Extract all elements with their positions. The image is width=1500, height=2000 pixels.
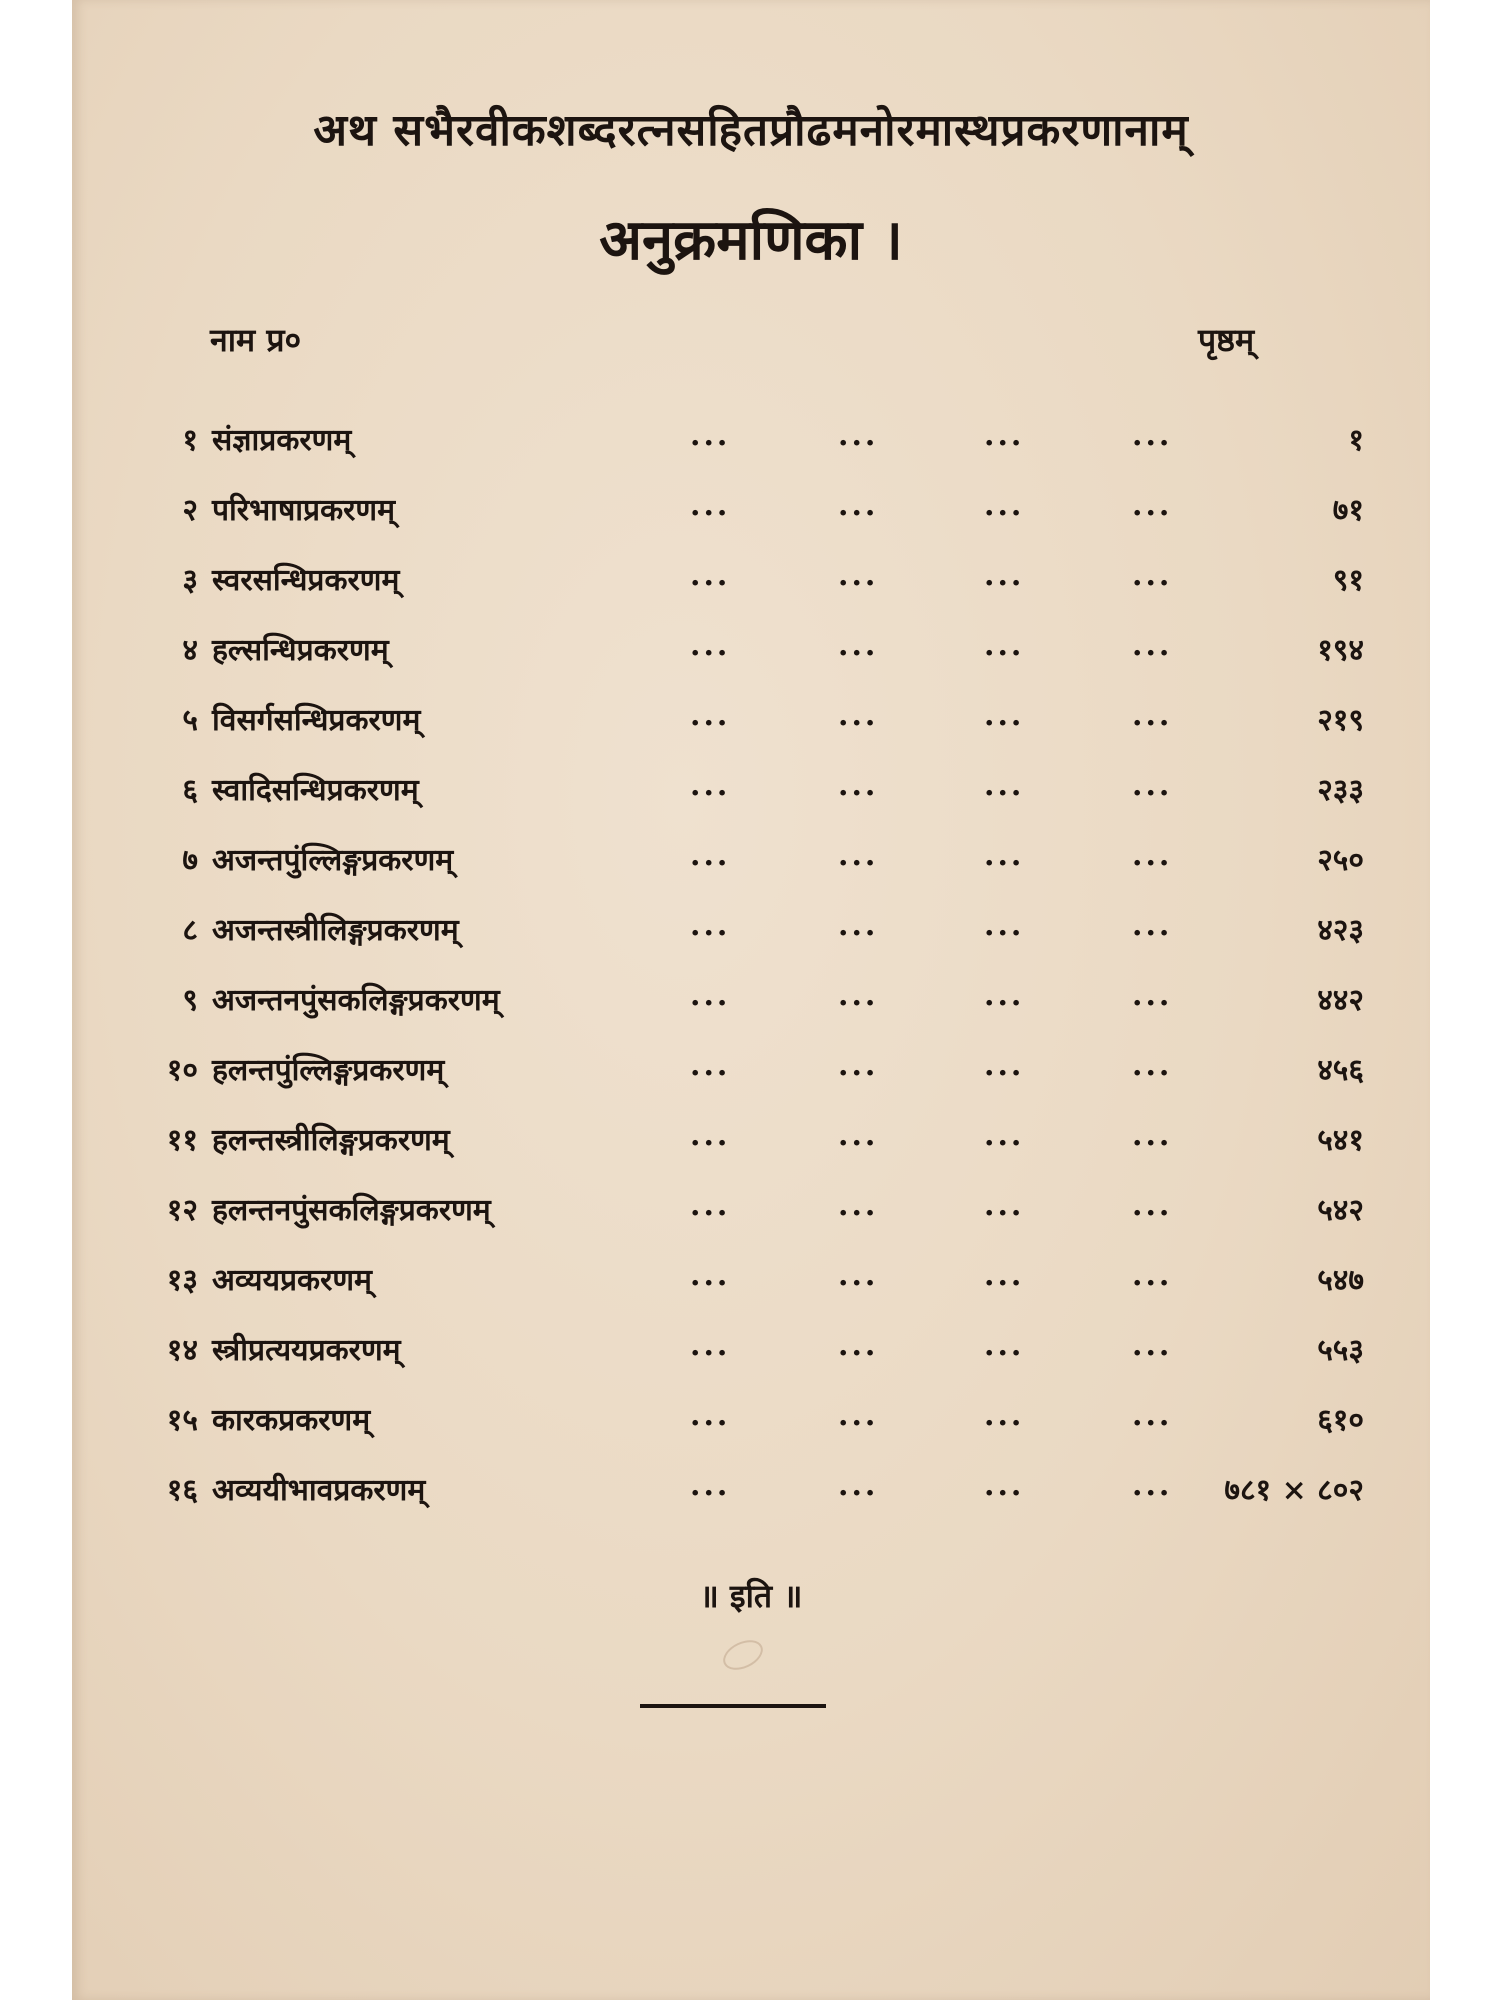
toc-leader-dots: ...: [838, 1048, 879, 1083]
toc-leader-dots: ...: [838, 1398, 879, 1433]
toc-entry-title: विसर्गसन्धिप्रकरणम्: [212, 703, 421, 738]
toc-entry: [142, 1176, 1372, 1246]
toc-entry-title: अजन्तनपुंसकलिङ्गप्रकरणम्: [212, 983, 500, 1018]
toc-leader-dots: ...: [690, 838, 731, 873]
column-header-name: नाम प्र०: [210, 321, 302, 359]
toc-leader-dots: ...: [1132, 1048, 1173, 1083]
toc-entry: [142, 1036, 1372, 1106]
toc-entry-title: कारकप्रकरणम्: [212, 1403, 371, 1438]
toc-leader-dots: ...: [984, 418, 1025, 453]
toc-leader-dots: ...: [838, 1468, 879, 1503]
toc-leader-dots: ...: [984, 1188, 1025, 1223]
toc-leader-dots: ...: [1132, 1118, 1173, 1153]
toc-entry-page: २३३: [1317, 773, 1364, 808]
toc-entry-title: स्वरसन्धिप्रकरणम्: [212, 563, 400, 598]
toc-leader-dots: ...: [690, 1398, 731, 1433]
toc-entry-title: स्वादिसन्धिप्रकरणम्: [212, 773, 419, 808]
toc-entry-title: संज्ञाप्रकरणम्: [212, 423, 352, 458]
toc-leader-dots: ...: [690, 978, 731, 1013]
toc-leader-dots: ...: [690, 768, 731, 803]
toc-entry: [142, 756, 1372, 826]
toc-entry: [142, 476, 1372, 546]
toc-entry-page: १: [1348, 423, 1364, 458]
toc-leader-dots: ...: [984, 1048, 1025, 1083]
toc-leader-dots: ...: [984, 1258, 1025, 1293]
toc-leader-dots: ...: [984, 1398, 1025, 1433]
toc-entry-title: हलन्तनपुंसकलिङ्गप्रकरणम्: [212, 1193, 491, 1228]
toc-entry-page: ६१०: [1317, 1403, 1364, 1438]
toc-entry-number: ४: [182, 633, 198, 668]
toc-entry-number: १३: [166, 1263, 198, 1298]
toc-leader-dots: ...: [838, 1188, 879, 1223]
toc-entry-page: २५०: [1317, 843, 1364, 878]
toc-entry-number: १: [182, 423, 198, 458]
toc-entry-number: ११: [166, 1123, 198, 1158]
closing-rule: [640, 1704, 826, 1708]
page-title: अनुक्रमणिका ।: [599, 207, 903, 273]
toc-leader-dots: ...: [690, 1188, 731, 1223]
toc-leader-dots: ...: [984, 488, 1025, 523]
toc-entry-page: ४२३: [1317, 913, 1364, 948]
toc-leader-dots: ...: [1132, 768, 1173, 803]
toc-entry: [142, 1246, 1372, 1316]
toc-leader-dots: ...: [984, 1468, 1025, 1503]
toc-leader-dots: ...: [984, 978, 1025, 1013]
toc-entry-title: हलन्तपुंल्लिङ्गप्रकरणम्: [212, 1053, 445, 1088]
toc-leader-dots: ...: [838, 558, 879, 593]
toc-entry-page: ९१: [1332, 563, 1364, 598]
toc-leader-dots: ...: [690, 1328, 731, 1363]
toc-leader-dots: ...: [984, 838, 1025, 873]
toc-entry-number: १४: [166, 1333, 198, 1368]
toc-leader-dots: ...: [1132, 1328, 1173, 1363]
toc-leader-dots: ...: [1132, 978, 1173, 1013]
toc-entry-page: ५५३: [1317, 1333, 1364, 1368]
page-heading: अथ सभैरवीकशब्दरत्नसहितप्रौढमनोरमास्थप्रकरणानाम्: [313, 105, 1189, 156]
toc-leader-dots: ...: [838, 908, 879, 943]
toc-entry: [142, 546, 1372, 616]
toc-leader-dots: ...: [1132, 1188, 1173, 1223]
toc-entry-number: ७: [182, 843, 198, 878]
toc-leader-dots: ...: [1132, 628, 1173, 663]
toc-leader-dots: ...: [838, 838, 879, 873]
toc-entry-page: १९४: [1317, 633, 1364, 668]
toc-entry-number: १२: [166, 1193, 198, 1228]
toc-entry-page: ५४१: [1317, 1123, 1364, 1158]
toc-entry: [142, 1106, 1372, 1176]
toc-leader-dots: ...: [690, 1048, 731, 1083]
toc-entry-title: अव्ययीभावप्रकरणम्: [212, 1473, 426, 1508]
toc-entry-number: १०: [166, 1053, 198, 1088]
toc-leader-dots: ...: [838, 418, 879, 453]
closing-mark: ॥ इति ॥: [699, 1577, 803, 1615]
toc-entry-page: ७८१ × ८०२: [1224, 1473, 1364, 1508]
toc-entry-title: अजन्तस्त्रीलिङ्गप्रकरणम्: [212, 913, 459, 948]
toc-leader-dots: ...: [690, 1258, 731, 1293]
toc-entry-title: हल्सन्धिप्रकरणम्: [212, 633, 389, 668]
toc-entry-page: २१९: [1317, 703, 1364, 738]
toc-entry: [142, 1386, 1372, 1456]
toc-entry-number: ६: [182, 773, 198, 808]
toc-entry-number: ३: [182, 563, 198, 598]
toc-leader-dots: ...: [838, 698, 879, 733]
toc-entry-title: अव्ययप्रकरणम्: [212, 1263, 372, 1298]
toc-leader-dots: ...: [690, 1468, 731, 1503]
toc-leader-dots: ...: [984, 1328, 1025, 1363]
toc-leader-dots: ...: [1132, 908, 1173, 943]
table-of-contents: [142, 406, 1372, 1526]
toc-entry-number: १६: [166, 1473, 198, 1508]
toc-leader-dots: ...: [838, 1328, 879, 1363]
toc-entry-page: ४४२: [1317, 983, 1364, 1018]
toc-leader-dots: ...: [984, 558, 1025, 593]
toc-entry: [142, 406, 1372, 476]
toc-entry: [142, 686, 1372, 756]
toc-entry: [142, 1456, 1372, 1526]
toc-leader-dots: ...: [984, 698, 1025, 733]
toc-leader-dots: ...: [690, 418, 731, 453]
toc-entry-title: स्त्रीप्रत्ययप्रकरणम्: [212, 1333, 401, 1368]
toc-leader-dots: ...: [690, 1118, 731, 1153]
toc-entry-number: ८: [182, 913, 198, 948]
toc-leader-dots: ...: [690, 908, 731, 943]
toc-entry-number: ९: [182, 983, 198, 1018]
toc-leader-dots: ...: [1132, 698, 1173, 733]
toc-entry-page: ५४२: [1317, 1193, 1364, 1228]
toc-entry: [142, 826, 1372, 896]
toc-leader-dots: ...: [1132, 1398, 1173, 1433]
toc-leader-dots: ...: [984, 908, 1025, 943]
toc-leader-dots: ...: [1132, 1258, 1173, 1293]
toc-entry-title: हलन्तस्त्रीलिङ्गप्रकरणम्: [212, 1123, 450, 1158]
toc-entry-page: ७१: [1332, 493, 1364, 528]
toc-leader-dots: ...: [838, 978, 879, 1013]
toc-entry: [142, 896, 1372, 966]
toc-entry-page: ४५६: [1317, 1053, 1364, 1088]
toc-leader-dots: ...: [838, 1258, 879, 1293]
toc-leader-dots: ...: [1132, 418, 1173, 453]
toc-leader-dots: ...: [1132, 1468, 1173, 1503]
column-header-page: पृष्ठम्: [1198, 321, 1255, 359]
toc-leader-dots: ...: [690, 488, 731, 523]
toc-leader-dots: ...: [984, 768, 1025, 803]
toc-entry-title: परिभाषाप्रकरणम्: [212, 493, 396, 528]
toc-leader-dots: ...: [838, 768, 879, 803]
toc-entry-number: ५: [182, 703, 198, 738]
toc-entry-number: १५: [166, 1403, 198, 1438]
toc-entry: [142, 616, 1372, 686]
toc-leader-dots: ...: [984, 628, 1025, 663]
toc-entry-title: अजन्तपुंल्लिङ्गप्रकरणम्: [212, 843, 454, 878]
toc-leader-dots: ...: [1132, 838, 1173, 873]
toc-entry: [142, 966, 1372, 1036]
toc-leader-dots: ...: [984, 1118, 1025, 1153]
paper-stain: [718, 1634, 767, 1675]
toc-leader-dots: ...: [838, 628, 879, 663]
toc-leader-dots: ...: [690, 628, 731, 663]
toc-leader-dots: ...: [1132, 558, 1173, 593]
document-page: [72, 0, 1430, 2000]
toc-leader-dots: ...: [690, 698, 731, 733]
toc-leader-dots: ...: [690, 558, 731, 593]
toc-entry-number: २: [182, 493, 198, 528]
toc-leader-dots: ...: [838, 488, 879, 523]
toc-leader-dots: ...: [1132, 488, 1173, 523]
toc-entry-page: ५४७: [1317, 1263, 1364, 1298]
toc-entry: [142, 1316, 1372, 1386]
toc-leader-dots: ...: [838, 1118, 879, 1153]
